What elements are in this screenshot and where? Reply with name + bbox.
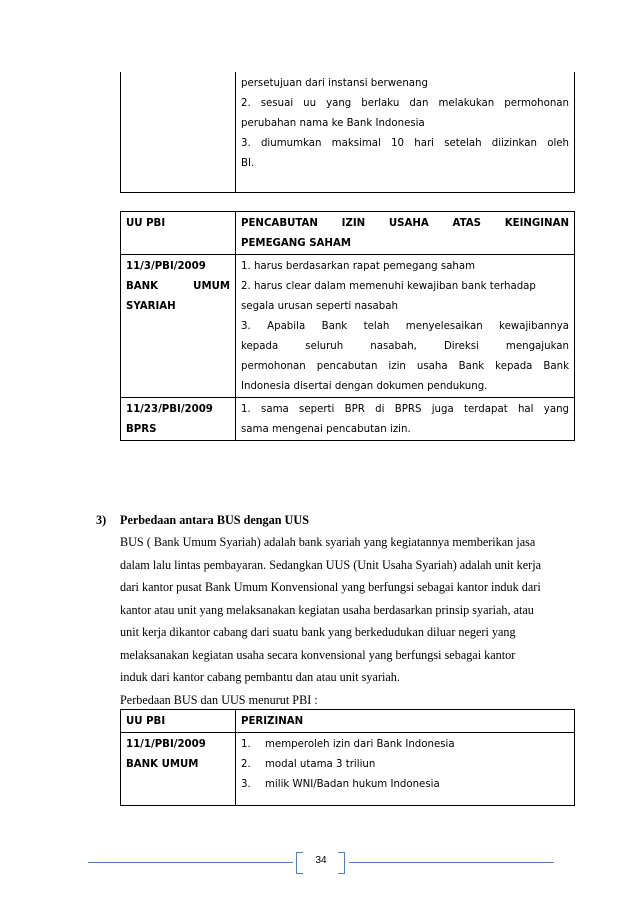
list-text: milik WNI/Badan hukum Indonesia <box>265 779 440 790</box>
table-row <box>121 72 575 193</box>
list-item <box>241 775 569 795</box>
right-bracket-icon <box>338 852 345 874</box>
footer-rule-right <box>349 862 554 863</box>
header-line: PENCABUTAN IZIN USAHA ATAS KEINGINAN <box>241 218 569 229</box>
cell-line: 1. harus berdasarkan rapat pemegang saham <box>241 261 476 272</box>
cell-line: kepada seluruh nasabah, Direksi mengajukan <box>241 341 569 352</box>
section-number: 3) <box>96 513 107 527</box>
section-heading <box>96 509 309 531</box>
cell-line: BPRS <box>126 424 157 435</box>
requirements-cell <box>236 72 575 193</box>
requirements-cell <box>236 733 575 806</box>
requirements-cell <box>236 255 575 398</box>
cell-line: BANK UMUM <box>126 759 199 770</box>
continuation-table <box>120 72 575 193</box>
list-item <box>241 755 569 775</box>
header-cell-licensing: PERIZINAN <box>236 710 575 733</box>
cell-line: segala urusan seperti nasabah <box>241 301 398 312</box>
list-number: 3. <box>241 779 251 790</box>
page-number: 34 <box>315 855 327 866</box>
cell-line: 1. sama seperti BPR di BPRS juga terdapat hal yang <box>241 404 569 415</box>
list-text: modal utama 3 triliun <box>265 759 376 770</box>
cell-line: 11/23/PBI/2009 <box>126 404 213 415</box>
paragraph-line: melaksanakan kegiatan usaha secara konvensional yang berfungsi sebagai kantor <box>120 647 516 662</box>
cell-line: permohonan pencabutan izin usaha Bank kepada Bank <box>241 361 569 372</box>
cell-line: BI. <box>241 158 255 169</box>
cell-line: SYARIAH <box>126 301 176 312</box>
cell-line: BANK UMUM <box>126 281 230 292</box>
header-cell-revocation <box>236 212 575 255</box>
table-row <box>121 255 575 398</box>
footer-rule-left <box>88 862 293 863</box>
list-item <box>241 735 569 755</box>
paragraph-line: kantor atau unit yang melaksanakan kegiatan usaha berdasarkan prinsip syariah, atau <box>120 602 534 617</box>
section-title: Perbedaan antara BUS dengan UUS <box>120 513 309 527</box>
cell-line: perubahan nama ke Bank Indonesia <box>241 118 425 129</box>
header-cell-uu-pbi: UU PBI <box>121 710 236 733</box>
paragraph-line: dari kantor pusat Bank Umum Konvensional yang berfungsi sebagai kantor induk dari <box>120 580 541 594</box>
section-paragraph <box>120 531 568 711</box>
cell-line: 3. Apabila Bank telah menyelesaikan kewajibannya <box>241 321 569 332</box>
list-text: memperoleh izin dari Bank Indonesia <box>265 739 455 750</box>
paragraph-line: unit kerja dikantor cabang dari suatu bank yang berkedudukan diluar negeri yang <box>120 625 516 639</box>
requirements-cell <box>236 398 575 441</box>
cell-line: 11/3/PBI/2009 <box>126 261 206 272</box>
cell-line: 2. sesuai uu yang berlaku dan melakukan permohonan <box>241 98 569 109</box>
header-line: PEMEGANG SAHAM <box>241 238 351 249</box>
cell-line: 11/1/PBI/2009 <box>126 739 206 750</box>
regulation-cell <box>121 255 236 398</box>
licensing-table <box>120 709 575 806</box>
page-footer <box>88 852 554 874</box>
cell-line: Indonesia disertai dengan dokumen pendukung. <box>241 381 488 392</box>
intro-line: Perbedaan BUS dan UUS menurut PBI : <box>120 692 318 707</box>
table-header-row <box>121 710 575 733</box>
empty-cell <box>121 72 236 193</box>
paragraph-line: dalam lalu lintas pembayaran. Sedangkan UUS (Unit Usaha Syariah) adalah unit kerja <box>120 557 542 572</box>
paragraph-line: BUS ( Bank Umum Syariah) adalah bank syariah yang kegiatannya memberikan jasa <box>120 535 536 549</box>
cell-line: persetujuan dari instansi berwenang <box>241 78 428 89</box>
list-number: 2. <box>241 759 251 770</box>
cell-line: 3. diumumkan maksimal 10 hari setelah diizinkan oleh <box>241 138 569 149</box>
cell-line: sama mengenai pencabutan izin. <box>241 424 411 435</box>
cell-line: 2. harus clear dalam memenuhi kewajiban bank terhadap <box>241 281 536 292</box>
regulation-cell <box>121 733 236 806</box>
table-row <box>121 733 575 806</box>
revocation-table <box>120 211 575 441</box>
table-row <box>121 398 575 441</box>
header-cell-uu-pbi: UU PBI <box>121 212 236 255</box>
table-header-row <box>121 212 575 255</box>
regulation-cell <box>121 398 236 441</box>
list-number: 1. <box>241 739 251 750</box>
paragraph-line: induk dari kantor cabang pembantu dan atau unit syariah. <box>120 670 400 684</box>
